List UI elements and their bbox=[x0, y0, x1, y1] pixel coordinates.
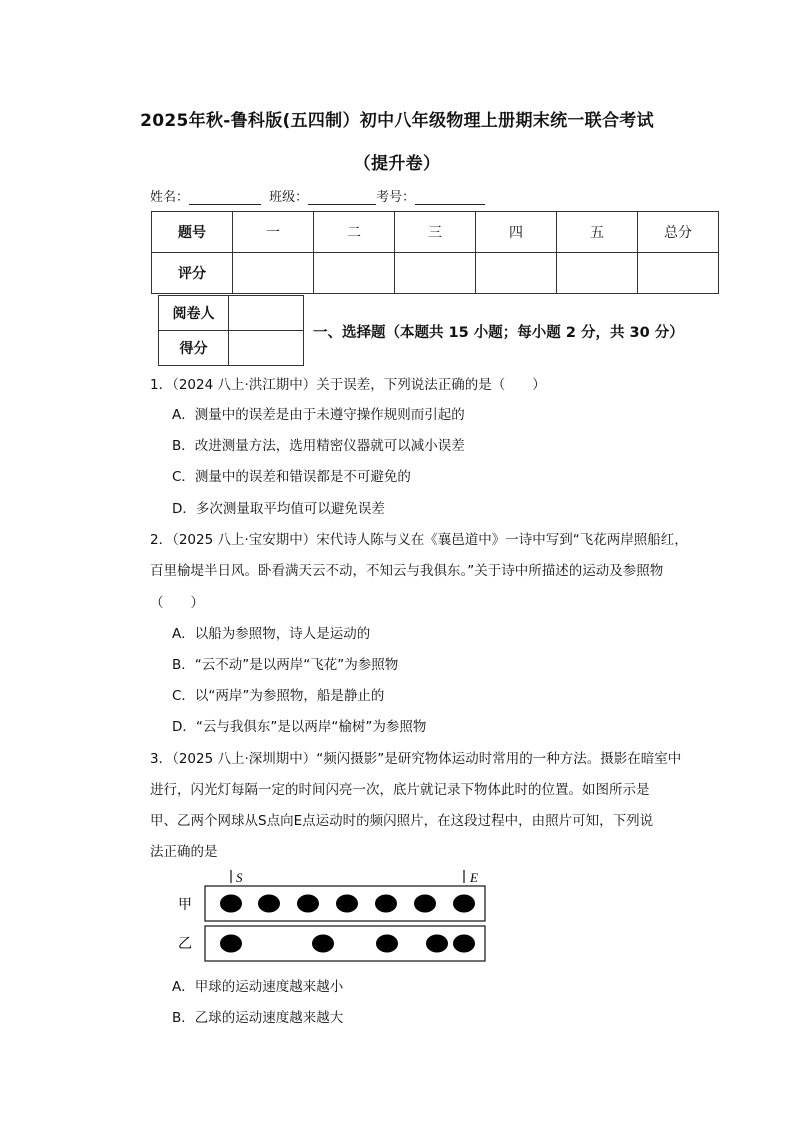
question-3-stem-line-2: 进行，闪光灯每隔一定的时间闪亮一次，底片就记录下物体此时的位置。如图所示是 bbox=[150, 782, 650, 798]
question-1-option-d[interactable]: D．多次测量取平均值可以避免误差 bbox=[172, 501, 385, 517]
ball-jia bbox=[375, 895, 397, 913]
score-header-cell: 三 bbox=[395, 212, 476, 253]
question-3-option-a[interactable]: A．甲球的运动速度越来越小 bbox=[172, 979, 344, 995]
question-2-option-b[interactable]: B．“云不动”是以两岸“飞花”为参照物 bbox=[172, 657, 399, 673]
ball-yi bbox=[220, 935, 242, 953]
ball-jia bbox=[414, 895, 436, 913]
score-header-cell: 四 bbox=[476, 212, 557, 253]
question-1-stem: 1．（2024 八上·洪江期中）关于误差，下列说法正确的是（ ） bbox=[150, 377, 546, 393]
score-cell[interactable] bbox=[395, 253, 476, 294]
question-2-stem-line-3: （ ） bbox=[150, 595, 204, 611]
score-cell[interactable] bbox=[638, 253, 719, 294]
ball-yi bbox=[426, 935, 448, 953]
name-blank[interactable] bbox=[189, 190, 261, 205]
question-1-option-a[interactable]: A．测量中的误差是由于未遵守操作规则而引起的 bbox=[172, 407, 465, 423]
score-header-cell: 总分 bbox=[638, 212, 719, 253]
ball-yi bbox=[312, 935, 334, 953]
score-row-label: 评分 bbox=[152, 253, 233, 294]
score-header-cell: 二 bbox=[314, 212, 395, 253]
exam-subtitle: （提升卷） bbox=[353, 154, 441, 174]
ball-jia bbox=[220, 895, 242, 913]
score-header-cell: 题号 bbox=[152, 212, 233, 253]
name-label: 姓名： bbox=[150, 190, 190, 205]
grader-score-cell[interactable] bbox=[229, 331, 304, 366]
question-2-option-d[interactable]: D．“云与我俱东”是以两岸“榆树”为参照物 bbox=[172, 719, 427, 735]
score-cell[interactable] bbox=[476, 253, 557, 294]
strobe-photo-figure bbox=[160, 864, 500, 966]
end-label: E bbox=[470, 870, 478, 885]
class-label: 班级： bbox=[269, 190, 309, 205]
start-label: S bbox=[236, 870, 243, 885]
class-blank[interactable] bbox=[308, 190, 376, 205]
score-header-cell: 五 bbox=[557, 212, 638, 253]
ball-jia bbox=[258, 895, 280, 913]
exam-title: 2025年秋-鲁科版(五四制）初中八年级物理上册期末统一联合考试 bbox=[140, 111, 654, 131]
score-table bbox=[151, 211, 719, 294]
ball-yi bbox=[453, 935, 475, 953]
grader-score-label: 得分 bbox=[159, 331, 229, 366]
grader-box bbox=[158, 295, 304, 366]
student-info bbox=[150, 186, 485, 205]
question-2-option-a[interactable]: A．以船为参照物，诗人是运动的 bbox=[172, 626, 371, 642]
question-2-option-c[interactable]: C．以“两岸”为参照物，船是静止的 bbox=[172, 688, 385, 704]
score-table-score-row bbox=[152, 253, 719, 294]
exam-no-blank[interactable] bbox=[415, 190, 485, 205]
question-3-stem-line-4: 法正确的是 bbox=[150, 844, 218, 860]
ball-yi bbox=[376, 935, 398, 953]
question-2-stem-line-2: 百里榆堤半日风。卧看满天云不动，不知云与我俱东。”关于诗中所描述的运动及参照物 bbox=[150, 563, 664, 579]
question-3-stem-line-1: 3．（2025 八上·深圳期中）“频闪摄影”是研究物体运动时常用的一种方法。摄影在暗室中 bbox=[150, 751, 682, 767]
reviewer-label: 阅卷人 bbox=[159, 296, 229, 331]
question-2-stem-line-1: 2．（2025 八上·宝安期中）宋代诗人陈与义在《襄邑道中》一诗中写到“飞花两岸照船红， bbox=[150, 532, 688, 548]
ball-jia bbox=[453, 895, 475, 913]
question-1-option-c[interactable]: C．测量中的误差和错误都是不可避免的 bbox=[172, 469, 411, 485]
score-cell[interactable] bbox=[557, 253, 638, 294]
question-1-option-b[interactable]: B．改进测量方法，选用精密仪器就可以减小误差 bbox=[172, 438, 465, 454]
reviewer-cell[interactable] bbox=[229, 296, 304, 331]
score-cell[interactable] bbox=[233, 253, 314, 294]
ball-jia bbox=[336, 895, 358, 913]
score-cell[interactable] bbox=[314, 253, 395, 294]
exam-no-label: 考号： bbox=[376, 190, 416, 205]
question-3-stem-line-3: 甲、乙两个网球从S点向E点运动时的频闪照片，在这段过程中，由照片可知，下列说 bbox=[150, 813, 654, 829]
row-yi-label: 乙 bbox=[178, 936, 192, 952]
ball-jia bbox=[297, 895, 319, 913]
row-jia-label: 甲 bbox=[178, 897, 192, 913]
section-title: 一、选择题（本题共 15 小题；每小题 2 分，共 30 分） bbox=[313, 325, 684, 341]
score-table-header-row bbox=[152, 212, 719, 253]
score-header-cell: 一 bbox=[233, 212, 314, 253]
question-3-option-b[interactable]: B．乙球的运动速度越来越大 bbox=[172, 1010, 344, 1026]
